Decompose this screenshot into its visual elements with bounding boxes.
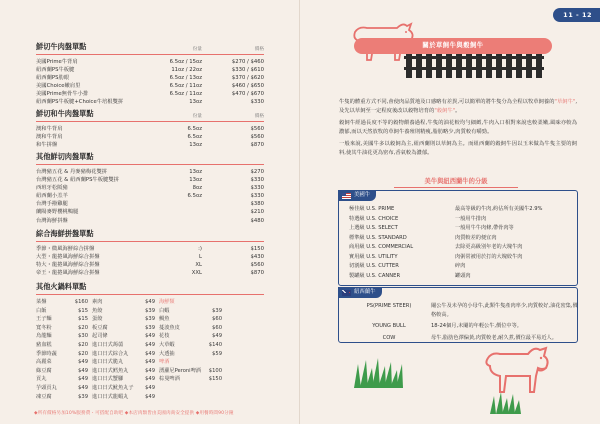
grade-desc: 碎肉 — [455, 263, 466, 269]
grade-name: 製罐級 U.S. CANNER — [349, 272, 401, 279]
item-name: 蛋餃 — [92, 316, 103, 323]
item-price: $59 — [212, 350, 222, 357]
section-rows — [36, 125, 264, 149]
section-title: 鮮切牛肉盤單點 — [36, 42, 87, 51]
item-name: 進口日式鱈魚丸 — [92, 367, 129, 374]
intro-text-1c: 。 — [455, 108, 461, 115]
section-fresh-beef — [36, 42, 264, 107]
menu-row — [36, 58, 264, 66]
item-price: $480 — [250, 217, 264, 224]
us-tag — [338, 190, 376, 201]
grade-name: 上選級 U.S. SELECT — [349, 225, 398, 231]
grain-fed-highlight: "穀飼牛" — [434, 108, 456, 115]
item-price: $150 — [250, 246, 264, 252]
hotpot-item — [36, 298, 88, 307]
item-price: $460 / $650 — [231, 83, 264, 90]
item-price: $270 — [250, 169, 264, 175]
item-name: 白蝦 — [159, 307, 170, 314]
item-price: $49 — [145, 384, 155, 391]
item-price: $330 — [250, 185, 264, 192]
menu-row — [36, 176, 264, 184]
hotpot-grid — [36, 298, 264, 401]
hotpot-item — [92, 350, 155, 359]
item-size — [152, 208, 202, 216]
hotpot-item — [159, 332, 222, 341]
menu-row — [36, 217, 264, 225]
hotpot-item — [92, 367, 155, 376]
item-price: $39 — [212, 307, 222, 314]
item-price: $49 — [78, 376, 88, 383]
hotpot-item — [36, 350, 88, 359]
item-price: $49 — [212, 333, 222, 340]
item-name: 西班牙松阪豬 — [36, 185, 68, 192]
hotpot-item — [159, 367, 222, 376]
grass-icon — [352, 358, 404, 388]
nz-grade-row — [347, 302, 579, 320]
page-fold — [299, 0, 300, 424]
section-title: 其他鮮切肉盤單點 — [36, 152, 94, 161]
section-wagyu — [36, 109, 264, 149]
hotpot-item — [159, 350, 222, 359]
section-rows — [36, 168, 264, 225]
menu-row — [36, 125, 264, 133]
item-price: $470 / $670 — [231, 91, 264, 98]
item-price: $380 — [250, 201, 264, 208]
item-price: $270 / $460 — [231, 59, 264, 65]
item-price: $15 — [78, 316, 88, 323]
hotpot-item — [36, 358, 88, 367]
hotpot-item — [92, 324, 155, 333]
item-name: 板豆腐 — [92, 324, 108, 331]
item-name: 菜盤 — [36, 299, 47, 305]
hotpot-item — [36, 341, 88, 350]
hotpot-item — [92, 307, 155, 316]
item-size: 11oz / 22oz — [171, 67, 202, 74]
item-size: 6.5oz — [187, 193, 202, 200]
us-flag-icon — [342, 193, 351, 199]
item-size: 6.5oz — [187, 134, 202, 141]
item-price: $560 — [250, 126, 264, 132]
grade-name: 特選級 U.S. CHOICE — [349, 215, 399, 222]
menu-row — [36, 192, 264, 200]
nz-grade-row — [347, 322, 579, 331]
item-name: 湧蘿尼Peroni啤酒 — [159, 367, 201, 374]
item-size: :) — [198, 246, 202, 252]
item-name: 寬冬粉 — [36, 324, 52, 331]
menu-row — [36, 133, 264, 141]
intro-paragraph-2: 穀飼牛經過長度不等的穀物餵養過程,牛隻的油花較均勻細緻,牛肉入口相對來說也較柔嫩,風味亦較為濃郁,而以天然放牧的草飼牛養殖則精瘦,脂肪略少,肉質較有嚼勁。 — [339, 119, 577, 136]
hotpot-item — [92, 393, 155, 402]
footer-note: ◆所有價格另加10%服務費・可搭配自助吧 ◆本店肉類皆由美國肉商安全提供 ◆用餐時間90分鐘 — [34, 411, 234, 416]
item-name: 季節時蔬 — [36, 350, 57, 357]
us-grade-row — [349, 262, 542, 272]
hotpot-item — [159, 315, 222, 324]
item-name: 台灣手撥雞腿 — [36, 201, 68, 208]
item-price: $330 / $610 — [231, 67, 264, 74]
hotpot-item — [36, 367, 88, 376]
hotpot-item — [159, 307, 222, 316]
item-name: 花枝 — [159, 333, 170, 340]
section-rows — [36, 245, 264, 277]
item-name: 澳和牛背肩 — [36, 126, 63, 132]
us-grade-row — [349, 234, 542, 244]
grade-name: 標準級 U.S. STANDARD — [349, 234, 407, 241]
item-name: 紐西蘭PS牛板腱+Choice牛培根雙拼 — [36, 99, 124, 106]
intro-text-1b: ,及先以草飼至一定程度後改以穀物培育的 — [339, 99, 578, 115]
section-other-meat — [36, 152, 264, 225]
item-name: 棕曼啤酒 — [159, 376, 180, 383]
hotpot-col-2 — [92, 298, 155, 401]
item-name: 豬血糕 — [36, 341, 52, 348]
hotpot-item — [92, 375, 155, 384]
section-hotpot — [36, 282, 264, 401]
hotpot-item — [159, 324, 222, 333]
item-price: $60 — [212, 316, 222, 323]
item-name: 綠豆腐 — [36, 367, 52, 374]
menu-row — [36, 74, 264, 82]
item-price: $560 — [250, 262, 264, 269]
nz-tag-label: 紐西蘭牛 — [354, 289, 376, 295]
section-header — [36, 109, 264, 122]
item-price: $39 — [145, 316, 155, 323]
item-price: $15 — [78, 307, 88, 314]
hotpot-item — [92, 358, 155, 367]
grade-desc: 母牛,脂肪色澤偏黃,肉質較老,耐久煮,價位最平易近人。 — [431, 334, 557, 341]
item-name: 澳和牛背肩 — [36, 134, 63, 141]
item-size: 13oz — [189, 177, 202, 184]
us-grade-row — [349, 215, 542, 225]
nz-grading-box — [338, 287, 578, 343]
hotpot-item — [36, 332, 88, 341]
us-tag-label: 美國牛 — [354, 192, 371, 198]
section-title: 其他火鍋料單點 — [36, 282, 87, 291]
item-price: $870 — [250, 270, 264, 277]
grade-name: 商用級 U.S. COMMERCIAL — [349, 244, 414, 250]
beer-list — [159, 367, 222, 384]
item-name: 帝王・龍捲風海鮮綜合拼盤 — [36, 270, 100, 277]
item-price: $49 — [145, 333, 155, 340]
item-name: 貢丸 — [36, 376, 47, 383]
grass-fed-highlight: "草飼牛" — [554, 99, 576, 105]
us-grading-box — [338, 190, 578, 286]
item-price: $39 — [78, 393, 88, 400]
item-name: 鯛魚 — [159, 316, 170, 323]
price-header: 價格 — [254, 114, 264, 119]
hotpot-col-1 — [36, 298, 88, 401]
intro-text-1a: 牛隻的體重方式不同,會使肉品質地及口感略有差異,可以簡單的將牛隻分為全程以牧草飼養的 — [339, 99, 555, 105]
intro-paragraph-3: 一般來說,美國牛多以穀飼為主,紐西蘭則以草飼為主。而紐西蘭的穀飼牛因以玉米做為牛隻主要的飼料,使其牛油花更為密布,香氣較為濃郁。 — [339, 140, 577, 157]
section-header — [36, 42, 264, 55]
item-size: 8oz — [192, 185, 202, 192]
item-size: L — [199, 254, 202, 261]
item-price: $30 — [78, 333, 88, 340]
item-price: $49 — [145, 299, 155, 305]
item-name: 進口日式脆丸 — [92, 359, 124, 366]
item-name: 凍豆腐 — [36, 393, 52, 400]
section-header — [36, 282, 264, 295]
menu-row — [36, 141, 264, 149]
us-grade-row — [349, 272, 542, 282]
us-grade-row — [349, 253, 542, 263]
item-price: $60 — [212, 324, 222, 331]
us-grade-row — [349, 224, 542, 234]
item-price: $140 — [208, 341, 222, 348]
item-price: $49 — [145, 393, 155, 400]
item-price: $870 — [250, 142, 264, 149]
cow-illustration-icon — [478, 340, 556, 398]
item-name: 美國Prime無骨牛小排 — [36, 91, 89, 98]
seafood-list — [159, 307, 222, 359]
item-name: 高麗菜 — [36, 359, 52, 366]
item-price: $49 — [145, 367, 155, 374]
item-name: 大草蝦 — [159, 341, 175, 348]
nz-tag — [338, 287, 382, 298]
item-price: $49 — [78, 359, 88, 366]
item-name: 素肉 — [92, 299, 103, 305]
us-grade-list — [349, 205, 542, 281]
hotpot-item — [92, 298, 155, 307]
item-price: $330 — [250, 99, 264, 106]
banner-title: 關於草飼牛與穀飼牛 — [354, 38, 552, 54]
menu-row — [36, 245, 264, 253]
item-name: 紐西蘭PS肋眼 — [36, 75, 70, 82]
grade-name: YOUNG BULL — [372, 323, 406, 330]
item-size: 6.5oz / 11oz — [169, 83, 202, 90]
item-price: $100 — [208, 367, 222, 374]
item-name: 大型・龍捲風海鮮綜合拼盤 — [36, 254, 100, 261]
item-size: XXL — [191, 270, 202, 277]
item-price: $39 — [145, 307, 155, 314]
menu-row — [36, 200, 264, 208]
hotpot-item — [36, 315, 88, 324]
grade-desc: 肉質較差的便宜肉 — [455, 234, 497, 241]
item-size: 13oz — [189, 142, 202, 149]
menu-row — [36, 208, 264, 216]
item-price: $370 / $620 — [231, 75, 264, 82]
hotpot-item — [92, 384, 155, 393]
section-seafood-platter — [36, 229, 264, 277]
size-header: 份量 — [192, 47, 202, 52]
beer-subhead: 啤酒 — [159, 359, 170, 366]
item-price: $49 — [78, 384, 88, 391]
item-name: 白飯 — [36, 307, 47, 314]
item-name: 王子麵 — [36, 316, 52, 323]
item-name: 美國Choice嫩肩里 — [36, 83, 81, 90]
item-price: $49 — [145, 376, 155, 383]
grade-desc: 一般用牛牛肉條,帶骨肉等 — [455, 225, 514, 231]
item-name: 起司條 — [92, 333, 108, 340]
seafood-subhead: 海鮮類 — [159, 299, 175, 305]
item-size: 13oz — [189, 99, 202, 106]
menu-row — [36, 98, 264, 106]
hotpot-item — [159, 375, 222, 384]
item-price: $39 — [145, 324, 155, 331]
section-title: 綜合海鮮拼盤單點 — [36, 229, 94, 238]
grade-name: 切割級 U.S. CUTTER — [349, 263, 399, 269]
grade-name: 極佳級 U.S. PRIME — [349, 206, 395, 212]
hotpot-item — [36, 375, 88, 384]
item-size: 6.5oz / 13oz — [169, 75, 202, 82]
menu-row — [36, 66, 264, 74]
hotpot-item — [36, 307, 88, 316]
item-name: 蔓波魚皮 — [159, 324, 180, 331]
item-size — [152, 200, 202, 208]
item-name: 和牛拼盤 — [36, 142, 58, 149]
item-name: 紐西蘭PS牛板腱 — [36, 67, 75, 74]
hotpot-col-3 — [159, 298, 222, 401]
item-price: $20 — [78, 341, 88, 348]
grade-desc: 一般用牛排肉 — [455, 215, 487, 222]
item-price: $330 — [250, 193, 264, 200]
item-name: 季節・微風海鮮綜合拼盤 — [36, 246, 95, 252]
grade-desc: 18-24個月,未閹的年輕公牛,價位中等。 — [431, 323, 522, 330]
page-number: 11 - 12 — [553, 8, 600, 22]
hotpot-item — [92, 315, 155, 324]
item-name: 進口日式龍蝦丸 — [92, 393, 129, 400]
hotpot-item — [36, 384, 88, 393]
item-name: 魚餃 — [92, 307, 103, 314]
item-price: $49 — [145, 359, 155, 366]
grade-desc: 罐頭肉 — [455, 272, 471, 279]
section-header — [36, 152, 264, 165]
hotpot-item — [92, 332, 155, 341]
nz-grade-list — [347, 302, 579, 343]
item-name: 芋頭貢丸 — [36, 384, 57, 391]
item-size: 6.5oz / 11oz — [169, 91, 202, 98]
section-header — [36, 229, 264, 242]
item-name: 進口日式蒟蒻 — [92, 341, 124, 348]
item-name: 蘭陽麥野櫻桃鴨腿 — [36, 209, 79, 216]
item-name: 台灣海鮮拼盤 — [36, 217, 68, 224]
grade-desc: 去除更高級別年老的大塊牛肉 — [455, 244, 523, 250]
item-name: 進口日式蟹腳 — [92, 376, 124, 383]
menu-row — [36, 168, 264, 176]
menu-row — [36, 184, 264, 192]
menu-row — [36, 253, 264, 261]
item-size — [152, 217, 202, 225]
us-grade-row — [349, 205, 542, 215]
menu-row — [36, 90, 264, 98]
item-price: $49 — [145, 350, 155, 357]
item-size: 13oz — [189, 169, 202, 175]
item-size: XL — [195, 262, 202, 269]
hotpot-item — [92, 341, 155, 350]
grade-name: COW — [382, 334, 396, 341]
grade-name: PS(PRIME STEER) — [366, 303, 412, 309]
item-name: 烏龍麵 — [36, 333, 52, 340]
item-name: 美國Prime牛背肩 — [36, 59, 78, 65]
menu-row — [36, 82, 264, 90]
item-price: $430 — [250, 254, 264, 261]
item-price: $560 — [250, 134, 264, 141]
price-header: 價格 — [254, 47, 264, 52]
menu-row — [36, 269, 264, 277]
nz-flag-icon — [342, 290, 351, 296]
item-name: 特大・龍捲風海鮮綜合拼盤 — [36, 262, 100, 269]
section-title: 鮮切和牛肉盤單點 — [36, 109, 94, 118]
us-grade-row — [349, 243, 542, 253]
hotpot-item — [36, 393, 88, 402]
item-name: 紐西蘭小羔羊 — [36, 193, 68, 200]
item-name: 大透抽 — [159, 350, 175, 357]
item-price: $49 — [78, 367, 88, 374]
menu-row — [36, 261, 264, 269]
grade-name: 實用級 U.S. UTILITY — [349, 253, 398, 260]
item-price: $330 — [250, 177, 264, 184]
intro-paragraph-1 — [339, 98, 577, 116]
grade-desc: 閹公牛及未孕的小母牛,此類牛隻產肉率少,肉質較好,油花密集,價格較高。 — [431, 303, 578, 319]
grade-desc: 最高等級的牛肉,約佔所有美國牛2.9% — [455, 206, 543, 212]
item-name: 台灣豬五花 & 丹麥豬梅花雙拼 — [36, 169, 108, 175]
item-price: $210 — [250, 209, 264, 216]
item-size: 6.5oz / 15oz — [169, 59, 202, 65]
item-size: 6.5oz — [187, 126, 202, 132]
item-price: $150 — [208, 376, 222, 383]
hotpot-item — [159, 341, 222, 350]
intro-text — [339, 98, 577, 161]
item-price: $49 — [145, 341, 155, 348]
grading-title: 美牛與紐西蘭牛的分級 — [394, 176, 518, 188]
item-price: $20 — [78, 324, 88, 331]
size-header: 份量 — [192, 114, 202, 119]
hotpot-item — [36, 324, 88, 333]
section-rows — [36, 58, 264, 107]
item-price: $20 — [78, 350, 88, 357]
item-name: 進口日式綜合丸 — [92, 350, 129, 357]
item-price: $160 — [74, 299, 88, 305]
item-name: 進口日式魷魚丸子 — [92, 384, 134, 391]
grade-desc: 肉粥常被用於打的大塊絞牛肉 — [455, 253, 523, 260]
item-name: 台灣豬五花 & 紐西蘭PS牛板腱雙拼 — [36, 177, 119, 184]
